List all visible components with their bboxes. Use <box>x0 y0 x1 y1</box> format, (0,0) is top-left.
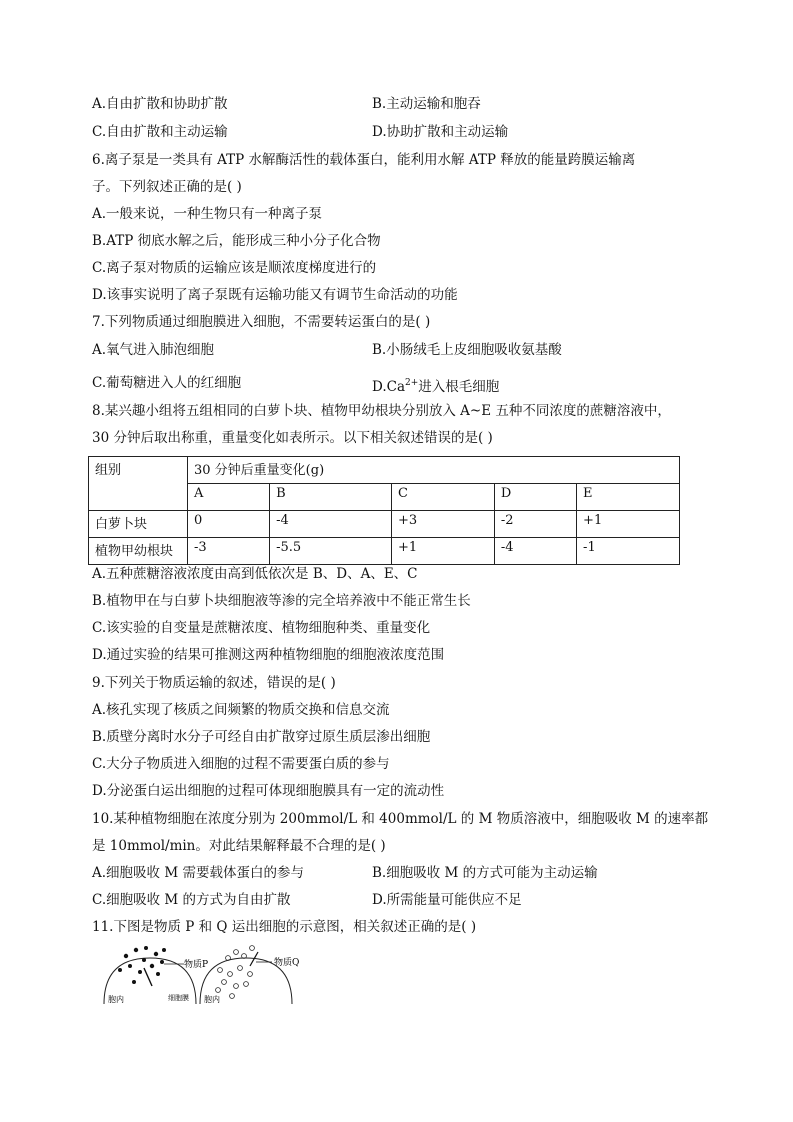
substance-q-circles <box>216 946 255 999</box>
q9-option-b: B.质壁分离时水分子可经自由扩散穿过原生质层渗出细胞 <box>92 729 431 745</box>
q6-option-a: A.一般来说，一种生物只有一种离子泵 <box>92 206 323 222</box>
q6-option-c: C.离子泵对物质的运输应该是顺浓度梯度进行的 <box>92 260 377 276</box>
q10-stem-cont: 是 10mmol/min。对此结果解释最不合理的是( ) <box>92 838 386 854</box>
row-label: 白萝卜块 <box>89 511 188 538</box>
table-row <box>89 538 680 565</box>
q8-option-d: D.通过实验的结果可推测这两种植物细胞的细胞液浓度范围 <box>92 647 445 663</box>
col-header: A <box>188 484 270 511</box>
table-cell: +1 <box>391 538 494 565</box>
col-header: B <box>270 484 392 511</box>
table-cell: 0 <box>188 511 270 538</box>
col-header: E <box>577 484 680 511</box>
table-cell: +1 <box>577 511 680 538</box>
weight-change-table <box>88 456 680 565</box>
table-cell: -3 <box>188 538 270 565</box>
label-membrane: 细胞膜 <box>168 994 189 1002</box>
substance-p-dots <box>118 946 166 984</box>
label-inside-left: 胞内 <box>108 995 124 1004</box>
q7d-pre: D.Ca <box>372 379 406 395</box>
q5-option-d: D.协助扩散和主动运输 <box>372 124 509 140</box>
q8-option-a: A.五种蔗糖溶液浓度由高到低依次是 B、D、A、E、C <box>92 566 418 582</box>
q9-option-a: A.核孔实现了核质之间频繁的物质交换和信息交流 <box>92 702 390 718</box>
transport-diagram <box>100 944 360 1006</box>
q10-stem: 10.某种植物细胞在浓度分别为 200mmol/L 和 400mmol/L 的 M 物质溶液中，细胞吸收 M 的速率都 <box>92 811 709 827</box>
table-cell: -4 <box>270 511 392 538</box>
q7-stem: 7.下列物质通过细胞膜进入细胞，不需要转运蛋白的是( ) <box>92 314 431 330</box>
table-cell: -2 <box>494 511 576 538</box>
label-substance-p: 物质P <box>184 960 209 970</box>
row-label: 植物甲幼根块 <box>89 538 188 565</box>
q9-option-d: D.分泌蛋白运出细胞的过程可体现细胞膜具有一定的流动性 <box>92 783 445 799</box>
q7d-sup: 2+ <box>405 378 419 388</box>
table-cell: +3 <box>391 511 494 538</box>
q6-stem-cont: 子。下列叙述正确的是( ) <box>92 179 242 195</box>
q7-option-c: C.葡萄糖进入人的红细胞 <box>92 375 242 391</box>
q9-stem: 9.下列关于物质运输的叙述，错误的是( ) <box>92 675 336 691</box>
label-inside-right: 胞内 <box>204 995 220 1004</box>
q6-option-b: B.ATP 彻底水解之后，能形成三种小分子化合物 <box>92 233 381 249</box>
table-cell: -4 <box>494 538 576 565</box>
q8-stem: 8.某兴趣小组将五组相同的白萝卜块、植物甲幼根块分别放入 A~E 五种不同浓度的蔗糖溶液中， <box>92 403 671 419</box>
table-cell: -1 <box>577 538 680 565</box>
q5-option-a: A.自由扩散和协助扩散 <box>92 96 228 112</box>
label-substance-q: 物质Q <box>274 958 300 968</box>
q5-option-c: C.自由扩散和主动运输 <box>92 124 228 140</box>
q8-option-b: B.植物甲在与白萝卜块细胞液等渗的完全培养液中不能正常生长 <box>92 593 471 609</box>
q7-option-a: A.氧气进入肺泡细胞 <box>92 342 215 358</box>
table-row <box>89 511 680 538</box>
col-header: C <box>391 484 494 511</box>
table-cell: -5.5 <box>270 538 392 565</box>
q11-stem: 11.下图是物质 P 和 Q 运出细胞的示意图，相关叙述正确的是( ) <box>92 919 477 935</box>
q7d-post: 进入根毛细胞 <box>418 379 500 395</box>
q9-option-c: C.大分子物质进入细胞的过程不需要蛋白质的参与 <box>92 756 390 772</box>
q5-option-b: B.主动运输和胞吞 <box>372 96 481 112</box>
p-arrow <box>144 968 152 986</box>
q7-option-b: B.小肠绒毛上皮细胞吸收氨基酸 <box>372 342 562 358</box>
q10-option-a: A.细胞吸收 M 需要载体蛋白的参与 <box>92 865 304 881</box>
q10-option-d: D.所需能量可能供应不足 <box>372 892 522 908</box>
q10-option-b: B.细胞吸收 M 的方式可能为主动运输 <box>372 865 598 881</box>
col-header: D <box>494 484 576 511</box>
q6-option-d: D.该事实说明了离子泵既有运输功能又有调节生命活动的功能 <box>92 287 458 303</box>
q6-stem: 6.离子泵是一类具有 ATP 水解酶活性的载体蛋白，能利用水解 ATP 释放的能量跨膜运输离 <box>92 152 636 168</box>
q8-stem-cont: 30 分钟后取出称重，重量变化如表所示。以下相关叙述错误的是( ) <box>92 430 493 446</box>
q7-option-d <box>372 373 499 397</box>
q8-option-c: C.该实验的自变量是蔗糖浓度、植物细胞种类、重量变化 <box>92 620 431 636</box>
header-change: 30 分钟后重量变化(g) <box>188 457 680 484</box>
header-group: 组别 <box>89 457 188 511</box>
q10-option-c: C.细胞吸收 M 的方式为自由扩散 <box>92 892 291 908</box>
